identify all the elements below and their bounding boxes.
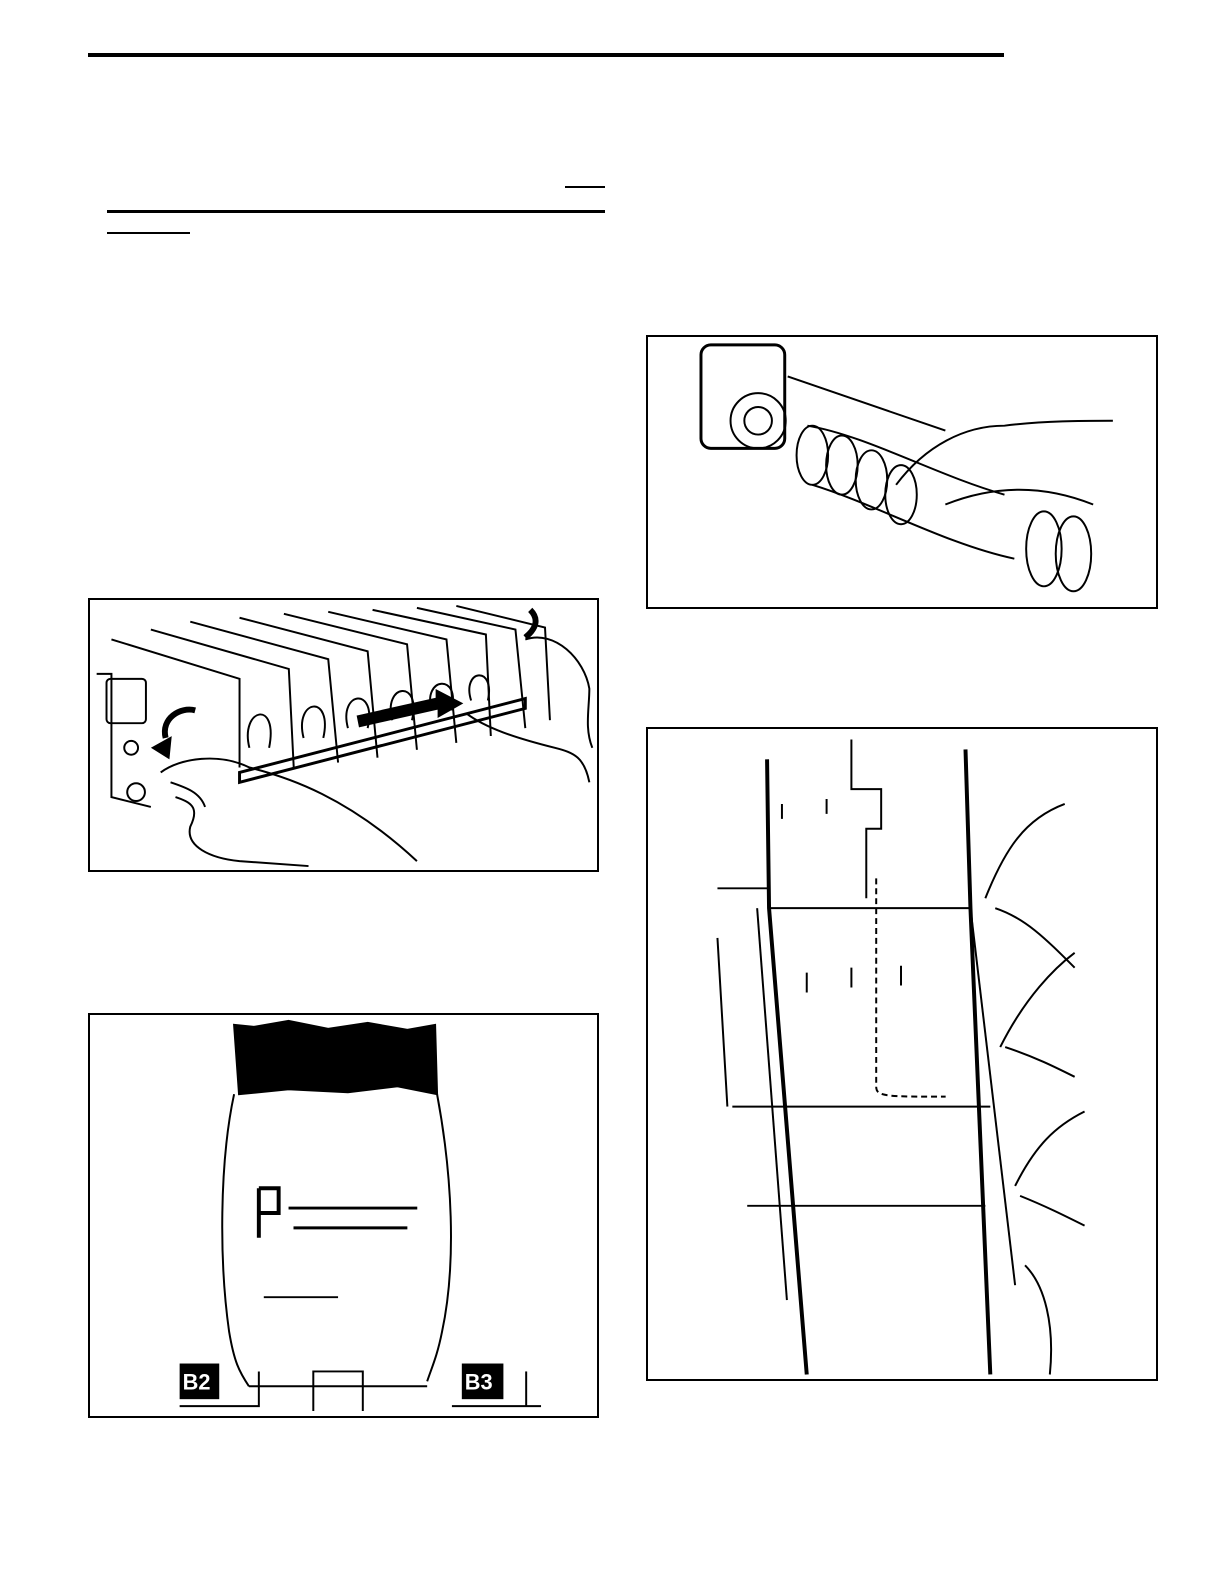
figure-hose-connection: [646, 335, 1158, 609]
figure-salt-bag: [88, 1013, 599, 1418]
tray-and-hands-icon: [90, 600, 597, 870]
hose-coupling-icon: [648, 337, 1156, 607]
header-rule: [88, 53, 1004, 57]
salt-bag-icon: [90, 1015, 597, 1416]
figure-rail-channel: [646, 727, 1158, 1381]
underline-fragment-2: [107, 210, 605, 213]
underline-fragment-1: [565, 186, 605, 188]
rail-channel-icon: [648, 729, 1156, 1379]
label-b2: B2: [182, 1369, 211, 1395]
label-b3: B3: [464, 1369, 493, 1395]
underline-fragment-3: [107, 232, 190, 234]
figure-tray-removal: [88, 598, 599, 872]
